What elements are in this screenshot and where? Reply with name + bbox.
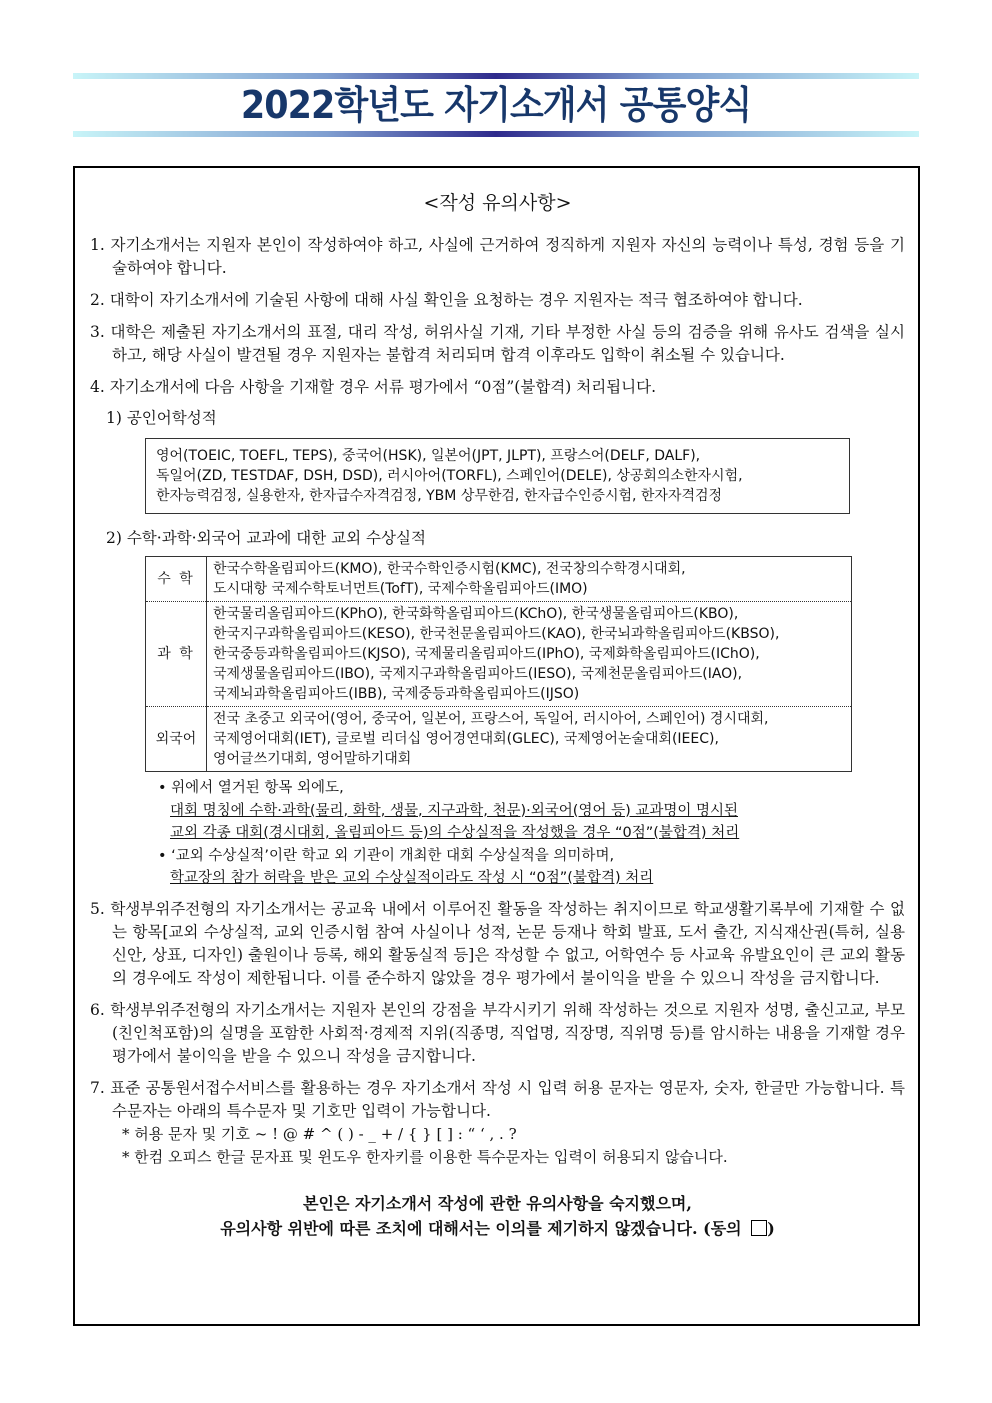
closing-line-2 — [90, 1216, 905, 1241]
bullet-line: 대회 명칭에 수학·과학(물리, 화학, 생물, 지구과학, 천문)·외국어(영어 등) 교과명이 명시된 — [170, 802, 738, 819]
page-title: 2022학년도 자기소개서 공통양식 — [240, 83, 752, 127]
notice-item-1: 1. 자기소개서는 지원자 본인이 작성하여야 하고, 사실에 근거하여 정직하게 지원자 자신의 능력이나 특성, 경험 등을 기술하여야 합니다. — [90, 236, 905, 277]
agreement-text: 유의사항 위반에 따른 조치에 대해서는 이의를 제기하지 않겠습니다. (동의 — [220, 1218, 742, 1238]
category-cell: 수 학 — [146, 557, 207, 602]
notice-item-7: 7. 표준 공통원서접수서비스를 활용하는 경우 자기소개서 작성 시 입력 허용 문자는 영문자, 숫자, 한글만 가능합니다. 특수문자는 아래의 특수문자 및 기호만 입력이 가능합니다. — [90, 1078, 905, 1120]
notice-item-2: 2. 대학이 자기소개서에 기술된 사항에 대해 사실 확인을 요청하는 경우 지원자는 적극 협조하여야 합니다. — [90, 291, 803, 309]
sub1-label: 1) 공인어학성적 — [106, 409, 217, 427]
awards-cell — [207, 707, 852, 772]
category-cell: 과 학 — [146, 602, 207, 707]
awards-cell — [207, 602, 852, 707]
note-bullet-2 — [158, 845, 905, 890]
award-line: 한국중등과학올림피아드(KJSO), 국제물리올림피아드(IPhO), 국제화학올림피아드(IChO), — [213, 646, 760, 662]
award-line: 전국 초중고 외국어(영어, 중국어, 일본어, 프랑스어, 독일어, 러시아어, 스페인어) 경시대회, — [213, 711, 769, 727]
award-line: 한국물리올림피아드(KPhO), 한국화학올림피아드(KChO), 한국생물올림피아드(KBO), — [213, 606, 739, 622]
language-test-list — [145, 438, 850, 514]
notice-title: <작성 유의사항> — [423, 192, 572, 214]
notice-item-5: 5. 학생부위주전형의 자기소개서는 공교육 내에서 이루어진 활동을 작성하는 취지이므로 학교생활기록부에 기재할 수 없는 항목[교외 수상실적, 교외 인증시험 참여 사실이나 성적, 논문 등재나 학회 발표, 도서 출간, 지식재산권(특허, 실용신안, 상표, 디자인) 출원이나 등록, 해외 활동실적 등]은 작성할 수 없고, 어학연수 등 사교육 유발요인이 큰 교외 활동의 경우에도 작성이 제한됩니다. 이를 준수하지 않았을 경우 평가에서 불이익을 받을 수 있으니 작성을 금지합니다. — [90, 899, 905, 987]
award-line: 영어글쓰기대회, 영어말하기대회 — [213, 751, 412, 767]
sub2-label: 2) 수학·과학·외국어 교과에 대한 교외 수상실적 — [106, 529, 426, 547]
notice-item-4: 4. 자기소개서에 다음 사항을 기재할 경우 서류 평가에서 “0점”(불합격) 처리됩니다. — [90, 378, 657, 396]
language-test-line: 영어(TOEIC, TOEFL, TEPS), 중국어(HSK), 일본어(JPT, JLPT), 프랑스어(DELF, DALF), — [156, 448, 701, 464]
bullet-head: • 위에서 열거된 항목 외에도, — [158, 780, 344, 796]
title-bar-top — [73, 73, 919, 79]
award-line: 한국수학올림피아드(KMO), 한국수학인증시험(KMC), 전국창의수학경시대회, — [213, 561, 686, 577]
awards-cell — [207, 557, 852, 602]
notice-item-3: 3. 대학은 제출된 자기소개서의 표절, 대리 작성, 허위사실 기재, 기타 부정한 사실 등의 검증을 위해 유사도 검색을 실시하고, 해당 사실이 발견될 경우 지원자는 불합격 처리되며 합격 이후라도 입학이 취소될 수 있습니다. — [90, 323, 905, 364]
closing-line-1: 본인은 자기소개서 작성에 관한 유의사항을 숙지했으며, — [303, 1193, 692, 1213]
table-row — [146, 557, 852, 602]
allowed-symbols: * 허용 문자 및 기호 ~ ! @ # ^ ( ) - _ + / { } [ ] : “ ‘ , . ? — [122, 1124, 517, 1143]
awards-table — [145, 556, 852, 772]
table-row — [146, 602, 852, 707]
notice-box — [73, 166, 920, 1326]
category-cell: 외국어 — [146, 707, 207, 772]
note-bullet-1 — [158, 777, 905, 845]
title-bar-bottom — [73, 131, 919, 137]
award-line: 국제영어대회(IET), 글로벌 리더십 영어경연대회(GLEC), 국제영어논술대회(IEEC), — [213, 731, 719, 747]
award-line: 국제뇌과학올림피아드(IBB), 국제중등과학올림피아드(IJSO) — [213, 686, 580, 702]
agreement-paren: ) — [767, 1218, 775, 1238]
award-line: 도시대항 국제수학토너먼트(TofT), 국제수학올림피아드(IMO) — [213, 581, 588, 597]
award-line: 한국지구과학올림피아드(KESO), 한국천문올림피아드(KAO), 한국뇌과학올림피아드(KBSO), — [213, 626, 780, 642]
bullet-head: • ‘교외 수상실적’이란 학교 외 기관이 개최한 대회 수상실적을 의미하며, — [158, 847, 615, 864]
bullet-line: 학교장의 참가 허락을 받은 교외 수상실적이라도 작성 시 “0점”(불합격) 처리 — [170, 870, 654, 886]
language-test-line: 독일어(ZD, TESTDAF, DSH, DSD), 러시아어(TORFL), 스페인어(DELE), 상공회의소한자시험, — [156, 468, 743, 484]
bullet-line: 교외 각종 대회(경시대회, 올림피아드 등)의 수상실적을 작성했을 경우 “0점”(불합격) 처리 — [170, 825, 740, 841]
agree-checkbox[interactable] — [751, 1220, 767, 1236]
award-line: 국제생물올림피아드(IBO), 국제지구과학올림피아드(IESO), 국제천문올림피아드(IAO), — [213, 666, 743, 682]
disallowed-note: * 한컴 오피스 한글 문자표 및 윈도우 한자키를 이용한 특수문자는 입력이 허용되지 않습니다. — [122, 1147, 728, 1166]
notice-item-6: 6. 학생부위주전형의 자기소개서는 지원자 본인의 강점을 부각시키기 위해 작성하는 것으로 지원자 성명, 출신고교, 부모(친인척포함)의 실명을 포함한 사회적·경제적 지위(직종명, 직업명, 직장명, 직위명 등)를 암시하는 내용을 기재할 경우 평가에서 불이익을 받을 수 있으니 작성을 금지합니다. — [90, 1000, 905, 1065]
language-test-line: 한자능력검정, 실용한자, 한자급수자격검정, YBM 상무한검, 한자급수인증시험, 한자자격검정 — [156, 488, 723, 504]
table-row — [146, 707, 852, 772]
